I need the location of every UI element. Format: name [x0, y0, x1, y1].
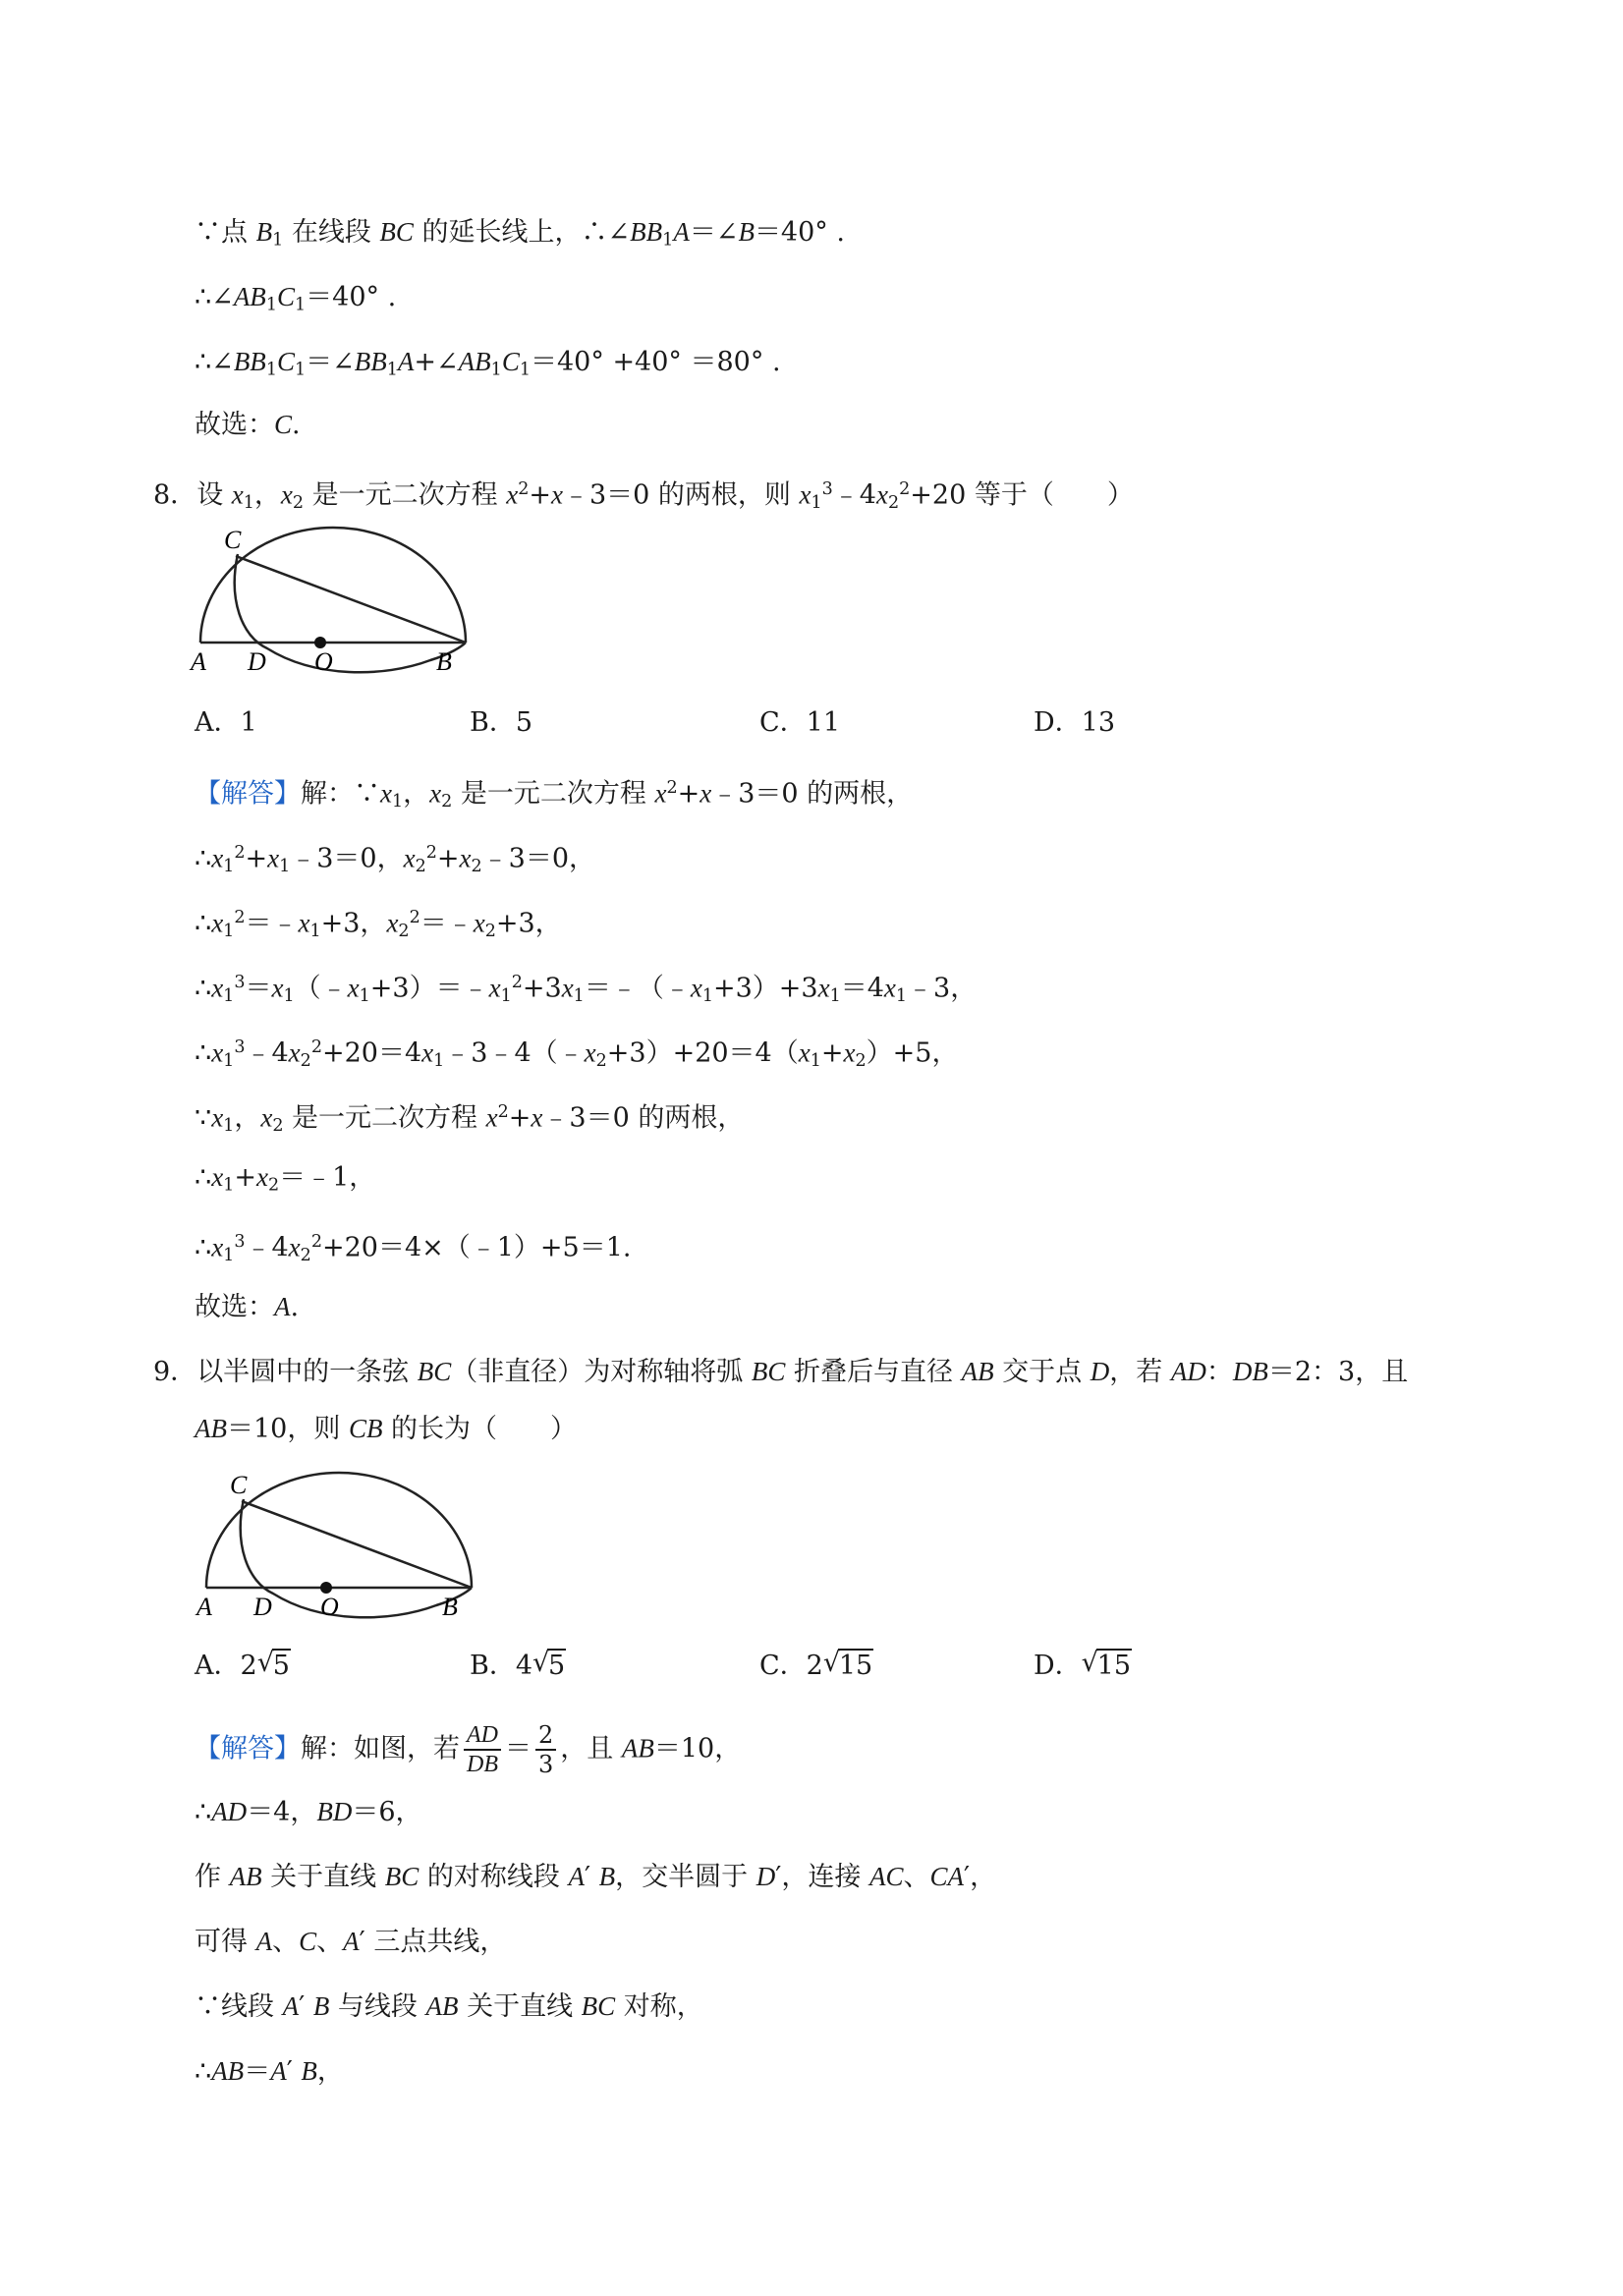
solution-tag: 【解答】: [195, 778, 301, 810]
q9-solution-line-6: ∴AB＝A′ B，: [195, 2056, 344, 2087]
q8-solution-line-5: $\therefore x1^3﹣4x2^2+20=4x1﹣3﹣4(﹣x2+3)+20=4(x1+x2)+5$，: [195, 1037, 959, 1072]
q9-solution-line-4: 可得 A、C、A′ 三点共线，: [195, 1927, 507, 1957]
q9-option-c: C．2√ 15: [759, 1649, 873, 1684]
label-o: O: [314, 647, 333, 676]
q8-option-d: D．13: [1034, 707, 1116, 738]
prev-line-1: ∵点 B1 在线段 BC 的延长线上，∴∠BB1A＝∠B＝40° .: [195, 217, 845, 251]
q8-solution-line-3: $\therefore x1^2=﹣x1+3$，$x2^2=﹣x2+3$，: [195, 908, 562, 942]
q9-solution-line-3: 作 AB 关于直线 BC 的对称线段 A′ B，交半圆于 D′，连接 AC、CA′，: [195, 1862, 997, 1892]
label-a: A: [191, 647, 206, 676]
q9-option-d: D．√ 15: [1034, 1649, 1132, 1684]
label-d: D: [253, 1593, 272, 1621]
label-o: O: [320, 1593, 339, 1621]
label-b: B: [442, 1593, 458, 1621]
solution-tag: 【解答】: [195, 1733, 301, 1764]
q9-solution-line-2: ∴AD＝4，BD＝6，: [195, 1797, 422, 1827]
q8-figure: [187, 521, 472, 678]
prev-line-2: ∴∠AB1C1＝40° .: [195, 282, 397, 315]
prev-line-3: ∴∠BB1C1＝∠BB1A+∠AB1C1＝40° +40° ＝80° .: [195, 347, 781, 380]
q9-stem-line-2: AB＝10，则 CB 的长为（ ）: [195, 1414, 578, 1444]
q9-solution-line-5: ∵线段 A′ B 与线段 AB 关于直线 BC 对称，: [195, 1991, 703, 2022]
q8-solution-line-2: $\therefore x1^2+x1﹣3=0$，$x2^2+x2﹣3=0$，: [195, 843, 596, 877]
chord-bc: [236, 556, 466, 643]
q9-figure: [193, 1466, 477, 1623]
q8-solution-line-6: ∵x1，x2 是一元二次方程 $x^2+x﹣3=0$ 的两根，: [195, 1102, 745, 1137]
folded-arc: [241, 1499, 472, 1617]
q9-option-a: A．2√ 5: [195, 1649, 291, 1684]
q8-stem: 8．设 x1，x2 是一元二次方程 $x^2+x﹣3=0$ 的两根，则 $x1^3﹣4x2^2+20$ 等于（ ）: [153, 479, 1134, 514]
fraction-ad-db: $\frac{AD}{DB}$: [464, 1721, 501, 1778]
q8-option-c: C．11: [759, 707, 841, 738]
label-c: C: [230, 1471, 248, 1499]
q8-solution-line-7: ∴x1+x2＝﹣1，: [195, 1162, 376, 1196]
q9-solution-line-1: 【解答】解：如图，若 $\frac{AD}{DB}$ ＝ $\frac{2}{3}$ ，且 AB＝10，: [195, 1721, 742, 1778]
label-c: C: [224, 526, 242, 554]
q9-stem-line-1: 9．以半圆中的一条弦 BC（非直径）为对称轴将弧 BC 折叠后与直径 AB 交于点 D，若 AD：DB＝2：3，且: [153, 1357, 1409, 1387]
label-a: A: [196, 1593, 212, 1621]
q8-option-a: A．1: [195, 707, 257, 738]
label-b: B: [436, 647, 452, 676]
label-d: D: [248, 647, 266, 676]
q9-option-b: B．4√ 5: [470, 1649, 566, 1684]
q8-solution-line-1: 【解答】解：∵x1，x2 是一元二次方程 $x^2+x﹣3=0$ 的两根，: [195, 778, 914, 812]
folded-arc: [235, 554, 466, 672]
q8-solution-line-4: $\therefore x1^3=x1(﹣x1+3)=﹣x1^2+3x1=﹣(﹣x1+3)+3x1=4x1﹣3$，: [195, 973, 978, 1007]
fraction-2-3: $\frac{2}{3}$: [535, 1721, 556, 1778]
q8-option-b: B．5: [470, 707, 533, 738]
q8-solution-line-8: $\therefore x1^3﹣4x2^2+20=4\times(﹣1)+5=1$.: [195, 1232, 632, 1266]
q8-answer: 故选：A.: [195, 1292, 300, 1322]
chord-bc: [242, 1501, 472, 1588]
prev-answer: 故选：C.: [195, 410, 301, 440]
